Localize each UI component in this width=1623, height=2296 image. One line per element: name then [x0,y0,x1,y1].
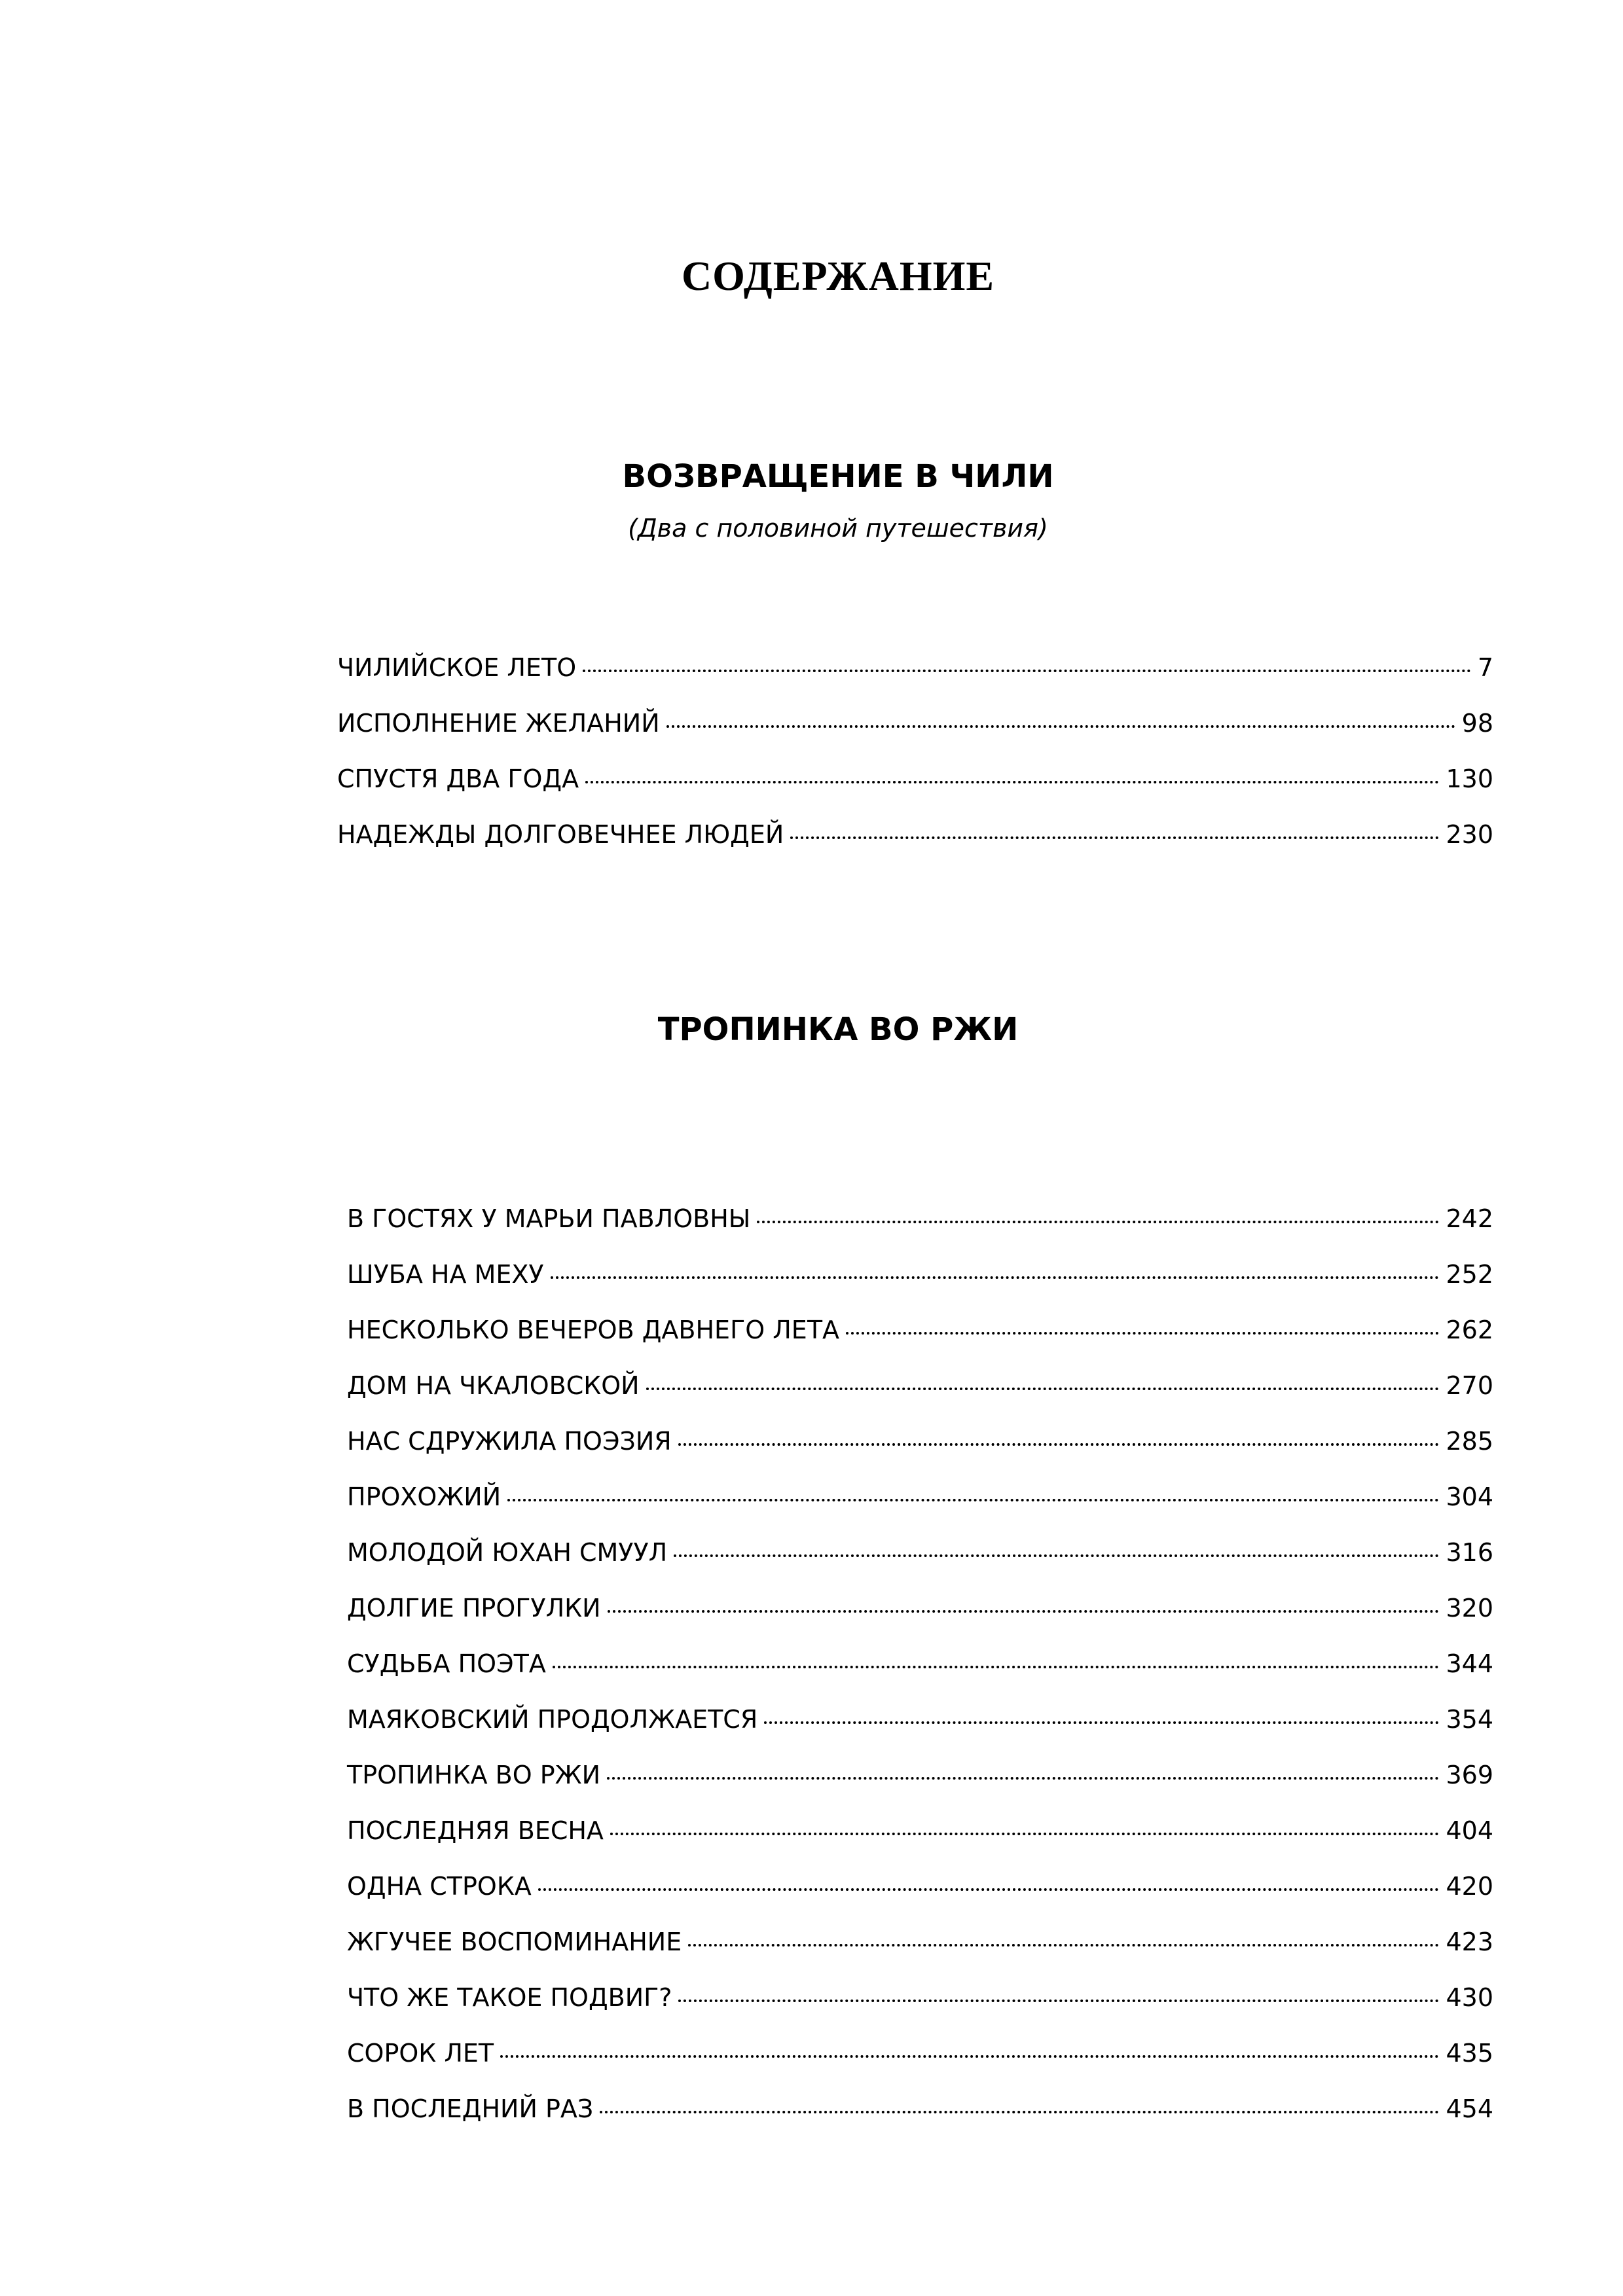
toc-entry-title: ПРОХОЖИЙ [347,1482,501,1511]
toc-entry-title: МАЯКОВСКИЙ ПРОДОЛЖАЕТСЯ [347,1705,758,1734]
dot-leader [646,1388,1440,1390]
toc-entry [347,1314,1493,1369]
toc-entry [347,1926,1493,1981]
toc-entry-title: В ГОСТЯХ У МАРЬИ ПАВЛОВНЫ [347,1204,751,1233]
toc-entry-title: ШУБА НА МЕХУ [347,1260,544,1289]
page-title: СОДЕРЖАНИЕ [681,253,995,299]
toc-entry-title: ЖГУЧЕЕ ВОСПОМИНАНИЕ [347,1928,682,1956]
toc-entry [347,1981,1493,2037]
toc-entry [347,1703,1493,1759]
dot-leader [507,1499,1439,1501]
toc-entry-page-number: 252 [1446,1260,1493,1289]
dot-leader [551,1276,1440,1279]
dot-leader [790,836,1439,839]
toc-entry-page-number: 7 [1477,653,1493,682]
toc-entry-title: СУДЬБА ПОЭТА [347,1649,546,1678]
toc-entry-page-number: 369 [1446,1761,1493,1789]
dot-leader [500,2055,1439,2058]
toc-entry [347,1536,1493,1592]
dot-leader [678,1443,1440,1446]
toc-entry [347,2092,1493,2148]
section-title-path-in-rye: ТРОПИНКА ВО РЖИ [657,1011,1019,1048]
toc-entry-page-number: 262 [1446,1316,1493,1344]
toc-entry [347,2037,1493,2092]
toc-entry-title: НЕСКОЛЬКО ВЕЧЕРОВ ДАВНЕГО ЛЕТА [347,1316,840,1344]
toc-entry-title: ИСПОЛНЕНИЕ ЖЕЛАНИЙ [337,709,660,738]
dot-leader [846,1332,1439,1335]
toc-entry-page-number: 304 [1446,1482,1493,1511]
dot-leader [674,1554,1439,1557]
dot-leader [583,670,1471,672]
toc-entry-title: ДОМ НА ЧКАЛОВСКОЙ [347,1371,640,1400]
toc-entry [347,1480,1493,1536]
dot-leader [610,1833,1440,1835]
toc-entry-page-number: 430 [1446,1983,1493,2012]
toc-entry-page-number: 320 [1446,1594,1493,1623]
toc-entry [347,1759,1493,1814]
toc-entry-title: СОРОК ЛЕТ [347,2039,494,2068]
toc-entry [347,1647,1493,1703]
toc-entry-page-number: 423 [1446,1928,1493,1956]
dot-leader [666,725,1455,728]
toc-entry-page-number: 344 [1446,1649,1493,1678]
toc-entry-page-number: 242 [1446,1204,1493,1233]
toc-entry [347,1814,1493,1870]
toc-entry [347,1369,1493,1425]
dot-leader [585,781,1439,783]
toc-entry-title: ТРОПИНКА ВО РЖИ [347,1761,600,1789]
dot-leader [764,1721,1439,1724]
toc-entry-title: МОЛОДОЙ ЮХАН СМУУЛ [347,1538,668,1567]
section-subtitle: (Два с половиной путешествия) [628,514,1048,543]
toc-list-section-1 [337,651,1493,874]
toc-entry-page-number: 230 [1446,820,1493,849]
toc-entry-title: В ПОСЛЕДНИЙ РАЗ [347,2094,594,2123]
dot-leader [600,2111,1439,2113]
toc-entry-page-number: 454 [1446,2094,1493,2123]
dot-leader [538,1888,1440,1891]
toc-entry-title: ДОЛГИЕ ПРОГУЛКИ [347,1594,601,1623]
toc-entry-page-number: 435 [1446,2039,1493,2068]
toc-entry [347,1870,1493,1926]
dot-leader [678,2000,1439,2002]
toc-entry [347,1202,1493,1258]
toc-entry-title: ПОСЛЕДНЯЯ ВЕСНА [347,1816,604,1845]
section-title-return-to-chile: ВОЗВРАЩЕНИЕ В ЧИЛИ [622,458,1054,495]
toc-entry-page-number: 420 [1446,1872,1493,1901]
toc-entry [337,707,1493,762]
toc-entry [347,1425,1493,1480]
toc-entry-title: СПУСТЯ ДВА ГОДА [337,764,579,793]
toc-entry-page-number: 130 [1446,764,1493,793]
toc-entry-page-number: 98 [1461,709,1493,738]
dot-leader [608,1610,1440,1613]
toc-entry-title: НАДЕЖДЫ ДОЛГОВЕЧНЕЕ ЛЮДЕЙ [337,820,784,849]
toc-entry [337,651,1493,707]
dot-leader [688,1944,1439,1946]
dot-leader [757,1221,1439,1223]
toc-list-section-2 [347,1202,1493,2148]
toc-entry-page-number: 354 [1446,1705,1493,1734]
toc-entry-title: ЧИЛИЙСКОЕ ЛЕТО [337,653,577,682]
toc-entry [347,1258,1493,1314]
toc-entry [337,762,1493,818]
toc-entry-page-number: 285 [1446,1427,1493,1456]
toc-entry [337,818,1493,874]
dot-leader [553,1666,1440,1668]
toc-entry-title: НАС СДРУЖИЛА ПОЭЗИЯ [347,1427,672,1456]
toc-entry-page-number: 404 [1446,1816,1493,1845]
toc-entry-page-number: 316 [1446,1538,1493,1567]
dot-leader [607,1777,1439,1780]
toc-entry-title: ОДНА СТРОКА [347,1872,532,1901]
toc-entry-title: ЧТО ЖЕ ТАКОЕ ПОДВИГ? [347,1983,672,2012]
toc-entry-page-number: 270 [1446,1371,1493,1400]
toc-entry [347,1592,1493,1647]
